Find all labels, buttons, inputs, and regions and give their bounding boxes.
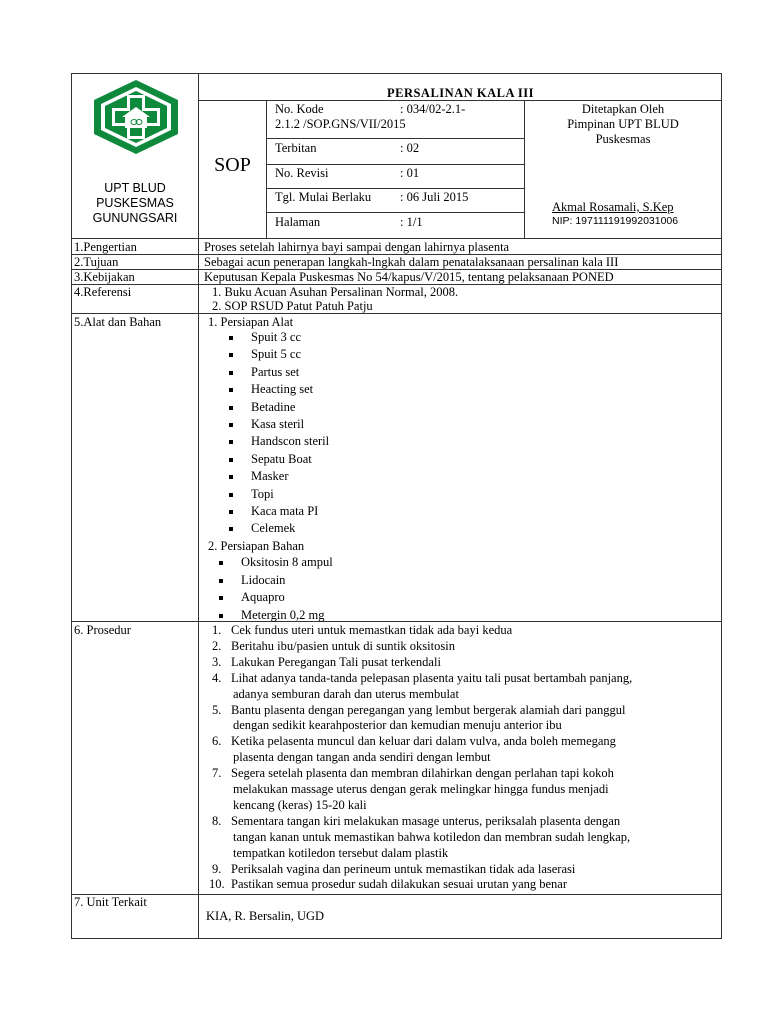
step-number: 1. [212, 623, 222, 637]
step-text: plasenta dengan tangan anda sendiri dengan lembut [233, 750, 491, 765]
list-item: Masker [251, 469, 289, 484]
meta-label-terbitan: Terbitan [275, 141, 317, 155]
list-item: Metergin 0,2 mg [241, 607, 325, 622]
step-text: Cek fundus uteri untuk memastkan tidak ada bayi kedua [231, 623, 513, 637]
step-text: Ketika pelasenta muncul dan keluar dari dalam vulva, anda boleh memegang [231, 734, 616, 749]
meta-value-terbitan: : 02 [400, 141, 420, 155]
label-prosedur: 6. Prosedur [74, 623, 131, 637]
bullet-icon [229, 527, 233, 531]
step-text: Bantu plasenta dengan peregangan yang lembut bergerak alamiah dari panggul [231, 702, 626, 717]
step-text: tangan kanan untuk memastikan bahwa kotiledon dan membran sudah lengkap, [233, 829, 631, 844]
step-text: melakukan massage uterus dengan gerak melingkar hingga fundus menjadi [233, 782, 609, 796]
label-pengertian: 1.Pengertian [74, 240, 137, 254]
step-number: 7. [212, 766, 222, 781]
list-item: Betadine [251, 399, 296, 414]
step-text: Beritahu ibu/pasien untuk di suntik oksitosin [231, 638, 455, 653]
step-text: Pastikan semua prosedur sudah dilakukan sesuai urutan yang benar [231, 877, 568, 892]
meta-value-kode-cont: 2.1.2 /SOP.GNS/VII/2015 [275, 117, 406, 131]
list-item: Heacting set [251, 382, 314, 397]
step-number: 5. [212, 702, 222, 717]
bullet-icon [229, 336, 233, 340]
bullet-icon [219, 614, 223, 618]
label-alat: 5.Alat dan Bahan [74, 315, 162, 329]
text-tujuan: Sebagai acun penerapan langkah-lngkah dalam penatalaksanaan persalinan kala III [204, 255, 619, 269]
signer-name: Akmal Rosamali, S.Kep [552, 200, 674, 214]
meta-value-tgl: : 06 Juli 2015 [400, 190, 469, 204]
step-text: Periksalah vagina dan perineum untuk memastikan tidak ada laserasi [231, 861, 576, 876]
step-number: 4. [212, 670, 222, 685]
meta-label-tgl: Tgl. Mulai Berlaku [275, 190, 372, 204]
step-text: kencang (keras) 15-20 kali [233, 797, 367, 812]
list-item: Kaca mata PI [251, 504, 319, 518]
signer-nip: NIP: 197111191992031006 [552, 215, 679, 227]
step-text: dengan sedikit kearahposterior dan kemudian menuju anterior ibu [233, 718, 562, 733]
step-number: 6. [212, 734, 222, 749]
list-item: Sepatu Boat [251, 451, 312, 466]
bullet-icon [229, 493, 233, 497]
meta-label-kode: No. Kode [275, 102, 324, 116]
org-line: UPT BLUD [104, 181, 166, 195]
step-number: 9. [212, 861, 222, 876]
list-item: Topi [251, 486, 274, 501]
meta-label-halaman: Halaman [275, 215, 321, 229]
bullet-icon [229, 458, 233, 462]
list-item: Celemek [251, 521, 296, 536]
bullet-icon [229, 475, 233, 479]
list-item: Spuit 5 cc [251, 347, 301, 362]
bullet-icon [219, 596, 223, 600]
bullet-icon [229, 423, 233, 427]
approval-block [525, 102, 721, 147]
approval-line: Puskesmas [595, 132, 651, 146]
referensi-item: 2. SOP RSUD Patut Patuh Patju [212, 299, 373, 313]
bullet-icon [229, 440, 233, 444]
org-name [72, 181, 198, 226]
referensi-item: 1. Buku Acuan Asuhan Persalinan Normal, 2008. [212, 285, 459, 299]
step-number: 3. [212, 654, 222, 669]
puskesmas-logo [92, 78, 180, 156]
step-text: Lihat adanya tanda-tanda pelepasan plasenta yaitu tali pusat bertambah panjang, [231, 670, 633, 685]
bullet-icon [229, 353, 233, 357]
label-tujuan: 2.Tujuan [74, 255, 119, 269]
bullet-icon [219, 579, 223, 583]
list-item: Spuit 3 cc [251, 330, 301, 344]
group-title-alat: 1. Persiapan Alat [208, 315, 294, 329]
meta-value-kode: : 034/02-2.1- [400, 102, 466, 116]
approval-line: Pimpinan UPT BLUD [567, 117, 679, 131]
label-kebijakan: 3.Kebijakan [74, 270, 135, 284]
label-unit: 7. Unit Terkait [74, 895, 147, 909]
group-title-bahan: 2. Persiapan Bahan [208, 539, 305, 553]
list-item: Lidocain [241, 572, 286, 587]
bullet-icon [219, 561, 223, 565]
label-referensi: 4.Referensi [74, 285, 132, 299]
step-text: Lakukan Peregangan Tali pusat terkendali [231, 654, 441, 669]
bullet-icon [229, 371, 233, 375]
step-number: 2. [212, 638, 222, 653]
step-text: adanya semburan darah dan uterus membulat [233, 686, 459, 701]
sop-label: SOP [214, 154, 251, 176]
meta-label-revisi: No. Revisi [275, 166, 329, 180]
bullet-icon [229, 510, 233, 514]
bullet-icon [229, 406, 233, 410]
step-number: 10. [209, 877, 225, 892]
step-text: tempatkan kotiledon tersebut dalam plastik [233, 845, 449, 860]
org-line: PUSKESMAS [96, 196, 174, 210]
meta-value-revisi: : 01 [400, 166, 420, 180]
text-kebijakan: Keputusan Kepala Puskesmas No 54/kapus/V/2015, tentang pelaksanaan PONED [204, 270, 614, 284]
text-unit: KIA, R. Bersalin, UGD [206, 909, 325, 923]
step-text: Segera setelah plasenta dan membran dilahirkan dengan perlahan tapi kokoh [231, 766, 614, 781]
document-title: PERSALINAN KALA III [386, 86, 535, 100]
list-item: Partus set [251, 364, 300, 379]
meta-value-halaman: : 1/1 [400, 215, 423, 229]
text-pengertian: Proses setelah lahirnya bayi sampai dengan lahirnya plasenta [204, 240, 510, 254]
org-line: GUNUNGSARI [92, 211, 178, 225]
list-item: Oksitosin 8 ampul [241, 555, 333, 569]
bullet-icon [229, 388, 233, 392]
list-item: Kasa steril [251, 417, 305, 431]
list-item: Aquapro [241, 590, 285, 604]
approval-line: Ditetapkan Oleh [581, 102, 665, 116]
step-number: 8. [212, 813, 222, 828]
list-item: Handscon steril [251, 434, 330, 449]
step-text: Sementara tangan kiri melakukan masage unterus, periksalah plasenta dengan [231, 813, 621, 828]
